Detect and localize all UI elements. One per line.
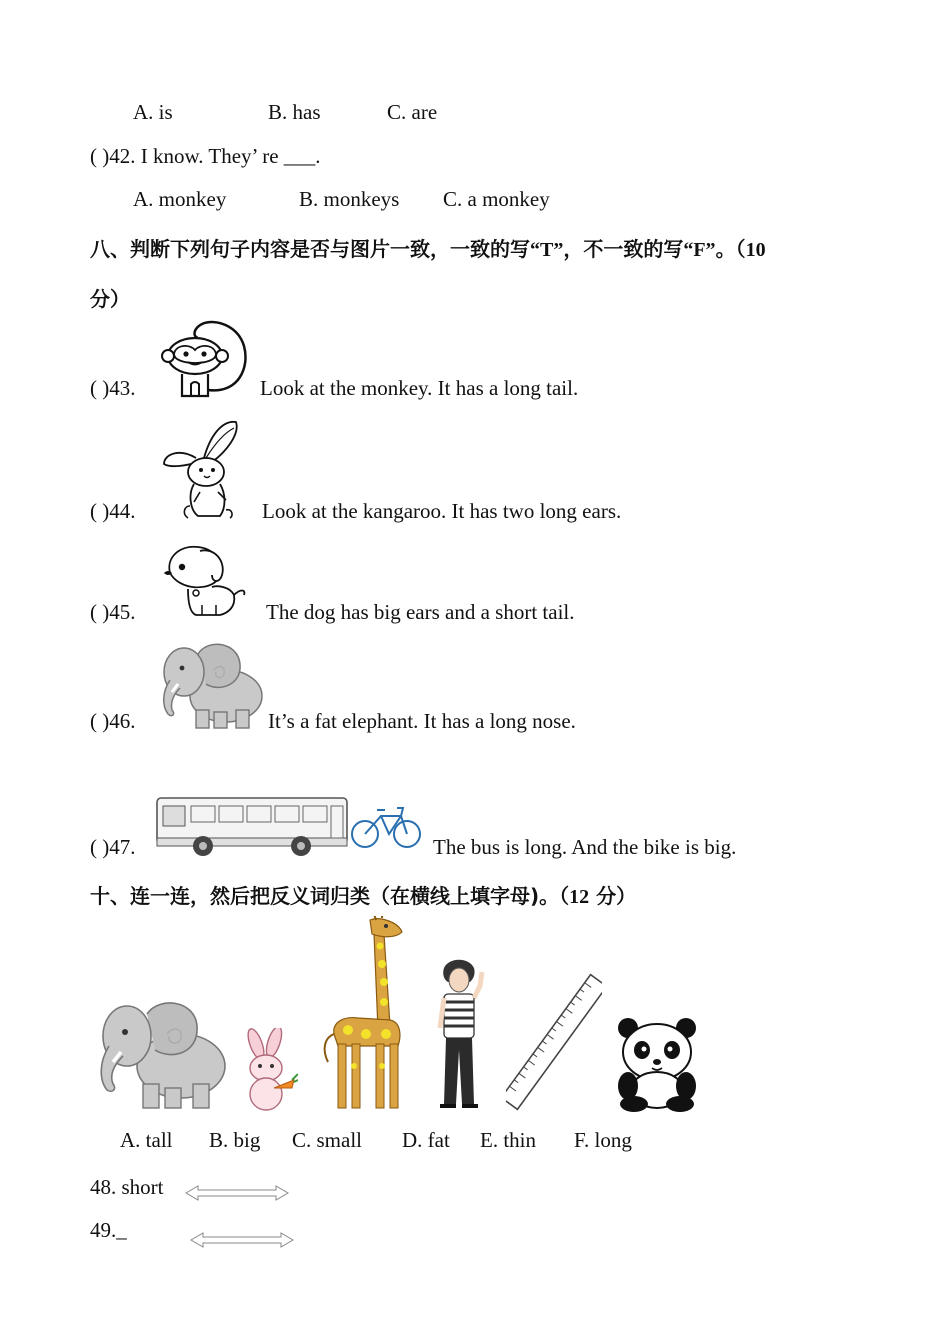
monkey-drawing <box>158 318 250 400</box>
option-f-long: F. long <box>574 1128 632 1152</box>
q46-text: It’s a fat elephant. It has a long nose. <box>268 709 576 733</box>
q42-stem: ( )42. I know. They’ re ___. <box>90 144 321 168</box>
q45-text: The dog has big ears and a short tail. <box>266 600 575 624</box>
q41-option-a: A. is <box>133 100 173 124</box>
q45-number: ( )45. <box>90 600 136 624</box>
rabbit-drawing <box>160 418 244 520</box>
q49-double-arrow <box>189 1231 295 1249</box>
q42-option-a: A. monkey <box>133 187 227 211</box>
option-b-big: B. big <box>209 1128 261 1152</box>
option-e-thin: E. thin <box>480 1128 536 1152</box>
ruler-picture <box>506 972 602 1112</box>
elephant-drawing <box>158 640 266 732</box>
section10-title: 十、连一连，然后把反义词归类（在横线上填字母)。（12 分） <box>90 884 637 908</box>
giraffe-picture <box>318 916 412 1112</box>
q44-number: ( )44. <box>90 499 136 523</box>
q48-double-arrow <box>184 1184 290 1202</box>
boy-picture <box>434 958 486 1112</box>
section8-title: 八、判断下列句子内容是否与图片一致，一致的写“T”，不一致的写“F”。（10 <box>90 237 766 261</box>
panda-picture <box>612 1016 704 1112</box>
option-d-fat: D. fat <box>402 1128 450 1152</box>
q44-text: Look at the kangaroo. It has two long ears. <box>262 499 622 523</box>
option-c-small: C. small <box>292 1128 363 1152</box>
elephant-picture <box>95 998 229 1112</box>
bus-and-bike <box>153 794 428 858</box>
q41-option-b: B. has <box>268 100 321 124</box>
q47-number: ( )47. <box>90 835 136 859</box>
q43-text: Look at the monkey. It has a long tail. <box>260 376 579 400</box>
rabbit-picture <box>234 1028 298 1112</box>
option-a-tall: A. tall <box>120 1128 173 1152</box>
dog-drawing <box>160 543 250 619</box>
q41-option-c: C. are <box>387 100 438 124</box>
q49-label: 49._ <box>90 1218 127 1242</box>
q43-number: ( )43. <box>90 376 136 400</box>
section8-title-cont: 分） <box>90 287 130 311</box>
q48-label: 48. short <box>90 1175 164 1199</box>
q47-text: The bus is long. And the bike is big. <box>433 835 737 859</box>
q42-option-c: C. a monkey <box>443 187 550 211</box>
q42-option-b: B. monkeys <box>299 187 400 211</box>
q46-number: ( )46. <box>90 709 136 733</box>
